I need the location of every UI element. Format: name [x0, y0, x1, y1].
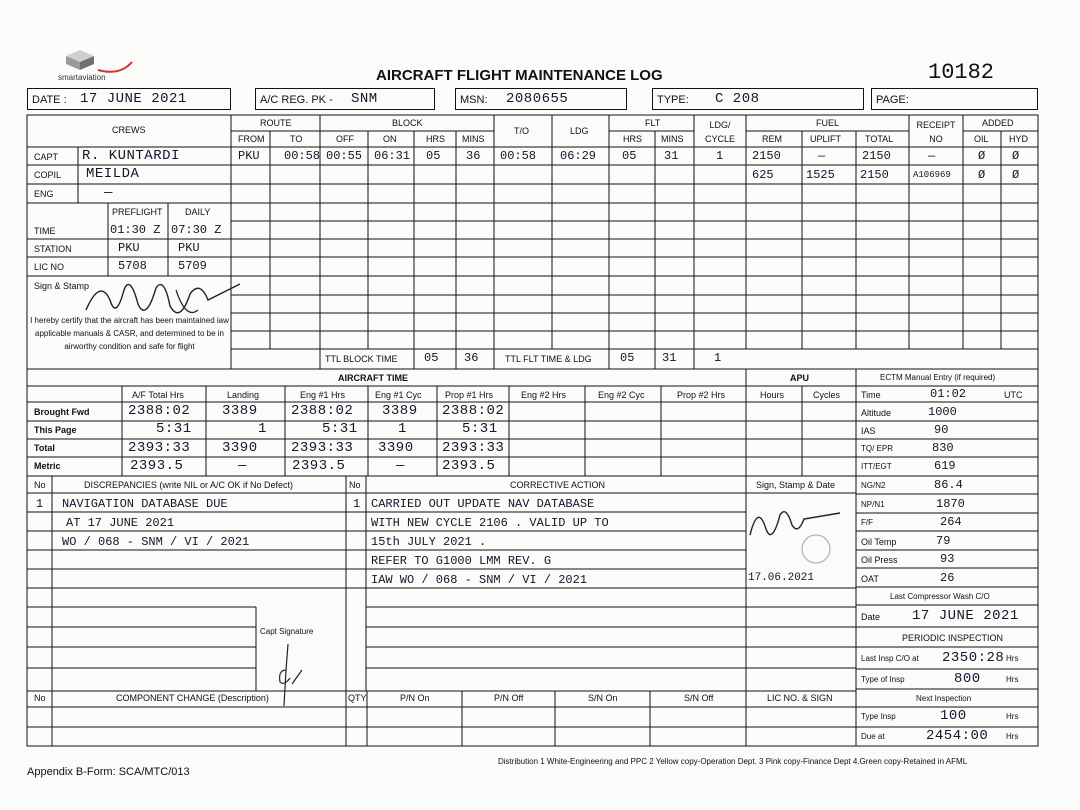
fuel-total-value: 2150: [862, 149, 891, 163]
distribution-note: Distribution 1 White-Engineering and PPC 2 Yellow copy-Operation Dept. 3 Pink copy-Finance Dept 4.Green copy-Retained in AFML: [498, 757, 968, 766]
next-type-value: 100: [940, 708, 967, 724]
periodic-inspection-title: PERIODIC INSPECTION: [902, 633, 1004, 643]
landing-value: 06:29: [560, 149, 597, 163]
insp-type-value: 800: [954, 671, 981, 687]
serial-number: 10182: [928, 60, 995, 85]
takeoff-value: 00:58: [500, 149, 537, 163]
receipt-value: —: [928, 149, 936, 163]
flt-hrs-value: 05: [622, 149, 637, 163]
compressor-wash-date: 17 JUNE 2021: [912, 608, 1019, 624]
corrective-line: WITH NEW CYCLE 2106 . VALID UP TO: [371, 516, 609, 530]
ttl-block-hrs: 05: [424, 351, 439, 365]
fuel-uplift-value: —: [818, 149, 826, 163]
msn-box: MSN: 2080655: [455, 88, 627, 110]
ttl-flt-hrs: 05: [620, 351, 635, 365]
corrective-line: IAW WO / 068 - SNM / VI / 2021: [371, 573, 588, 587]
type-value: C 208: [715, 91, 760, 107]
discrepancy-line: WO / 068 - SNM / VI / 2021: [62, 535, 250, 549]
ttl-ldg: 1: [714, 351, 722, 365]
captain-signature: [268, 640, 308, 710]
ttl-flt-mins: 31: [662, 351, 677, 365]
to-value: 00:58: [284, 149, 321, 163]
date-box: DATE : 17 JUNE 2021: [27, 88, 231, 110]
next-due-value: 2454:00: [926, 728, 989, 744]
block-mins-value: 36: [466, 149, 481, 163]
msn-value: 2080655: [506, 91, 569, 107]
ttl-block-mins: 36: [464, 351, 479, 365]
corrective-line: CARRIED OUT UPDATE NAV DATABASE: [371, 497, 595, 511]
reg-box: A/C REG. PK - SNM: [255, 88, 435, 110]
apu-title: APU: [790, 373, 810, 383]
discrepancy-line: AT 17 JUNE 2021: [66, 516, 175, 530]
certification-statement: I hereby certify that the aircraft has been maintained iaw applicable manuals & CASR, and determined to be in airworthy condition and safe for flight: [30, 316, 229, 351]
crews-label: CREWS: [112, 125, 146, 135]
preflight-station: PKU: [118, 241, 140, 255]
block-hrs-value: 05: [426, 149, 441, 163]
compressor-wash-title: Last Compressor Wash C/O: [890, 592, 990, 601]
oil-value: Ø: [978, 149, 986, 163]
preflight-time: 01:30 Z: [110, 223, 161, 237]
flt-mins-value: 31: [664, 149, 679, 163]
aircraft-time-title: AIRCRAFT TIME: [338, 373, 408, 383]
corrective-action-title: CORRECTIVE ACTION: [510, 480, 606, 490]
engineer-name: —: [104, 185, 113, 201]
from-value: PKU: [238, 149, 260, 163]
reg-value: SNM: [351, 91, 378, 107]
component-change-title: COMPONENT CHANGE (Description): [116, 693, 269, 703]
copilot-name: MEILDA: [86, 166, 140, 182]
corrective-line: REFER TO G1000 LMM REV. G: [371, 554, 552, 568]
discrepancy-line: NAVIGATION DATABASE DUE: [62, 497, 228, 511]
page-box: PAGE:: [871, 88, 1038, 110]
next-inspection-title: Next Inspection: [916, 694, 972, 703]
daily-lic: 5709: [178, 259, 207, 273]
captain-name: R. KUNTARDI: [82, 148, 180, 164]
cycle-value: 1: [716, 149, 724, 163]
on-value: 06:31: [374, 149, 411, 163]
discrepancy-title: DISCREPANCIES (write NIL or A/C OK if No Defect): [84, 480, 294, 490]
daily-station: PKU: [178, 241, 200, 255]
off-value: 00:55: [326, 149, 363, 163]
form-title: AIRCRAFT FLIGHT MAINTENANCE LOG: [376, 67, 663, 84]
daily-time: 07:30 Z: [171, 223, 222, 237]
corrective-line: 15th JULY 2021 .: [371, 535, 487, 549]
brand-name: smartaviation: [58, 73, 106, 82]
receipt-number: A106969: [913, 170, 951, 180]
last-insp-value: 2350:28: [942, 650, 1005, 666]
form-number: Appendix B-Form: SCA/MTC/013: [27, 766, 190, 778]
hyd-value: Ø: [1012, 149, 1020, 163]
preflight-lic: 5708: [118, 259, 147, 273]
engineer-signature-stamp: [740, 495, 852, 575]
type-box: TYPE: C 208: [652, 88, 864, 110]
date-value: 17 JUNE 2021: [80, 91, 187, 107]
ectm-title: ECTM Manual Entry (if required): [880, 373, 996, 382]
fuel-rem-value: 2150: [752, 149, 781, 163]
sign-date: 17.06.2021: [748, 572, 815, 584]
